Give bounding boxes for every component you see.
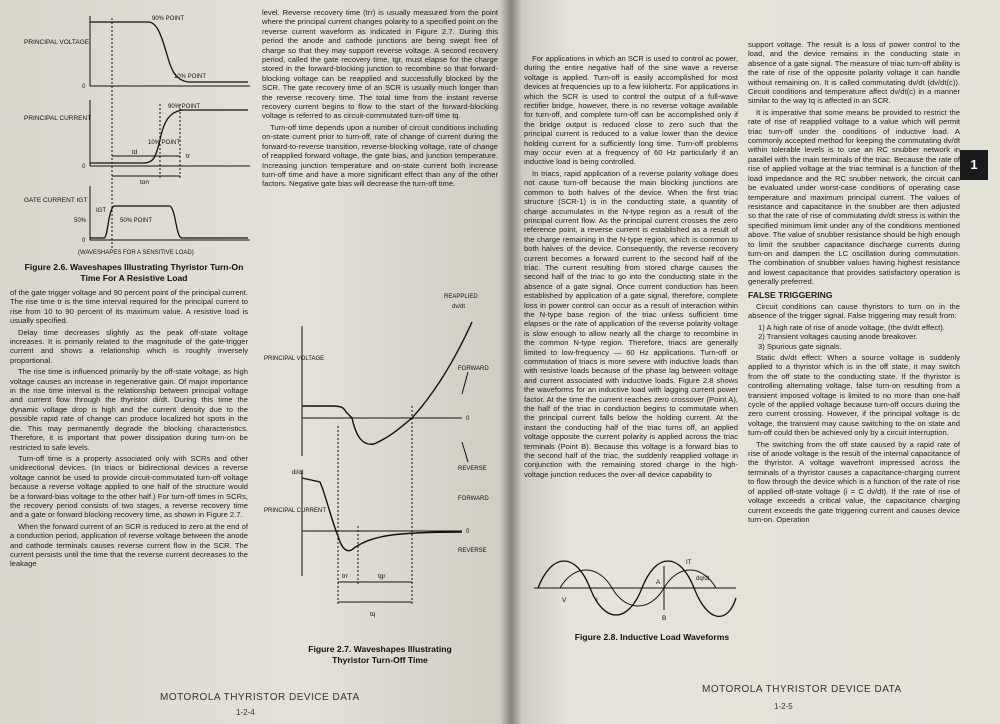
- right-page-number: 1-2-5: [774, 702, 793, 711]
- fig28-dqdt: dq/dt: [696, 576, 710, 582]
- fig26-10pt-current: 10% POINT: [148, 140, 181, 146]
- left-column-2: [262, 8, 498, 280]
- right-c1-p2: In triacs, rapid application of a reverse polarity voltage does not cause turn-off because the main blocking junctions are common to both halves of the device. When the first triac structure (SCR-1) is in the conducting state, a quantity of charge accumulates in the N-type region as a result of the principal current flow. As the principal current crosses the zero reference point, a reverse current is established as a result of the charge remaining in the N-type region, which is common to both halves of the device. Consequently, the reverse recovery current becomes a forward current to the second half of the triac. The current resulting from stored charge causes the second half of the triac to go into the conducting state in the absence of a gate signal. Once current conduction has been established by application of a gate signal, therefore, complete loss in power control can occur as a result of interaction within the N-type base region of the triac unless sufficient time elapses or the rate of application of the reverse polarity voltage is slow enough to allow nearly all the charge to recombine in the common N-type region. Therefore, triacs are generally limited to low-frequency — 60 Hz applications. Turn-off or commutation of triacs is more severe with inductive loads than with resistive loads because of the phase lag between voltage and current associated with inductive loads. Figure 2.8 shows the waveforms for an inductive load with lagging current power factor. At the time the current reaches zero crossover (Point A), the half of the triac in conduction begins to commutate when the principal current falls below the holding current. At the instant the conducting half of the triac turns off, an applied voltage opposite the current polarity is applied across the triac terminals (Point B). Because this voltage is a forward bias to the second half of the triac, the suddenly reapplied voltage in conjunction with the remaining stored charge in the high-voltage junction reduces the over-all device capability to: [524, 168, 738, 479]
- false-triggering-item-3: 3) Spurious gate signals.: [758, 341, 842, 351]
- fig26-50pct: 50%: [74, 218, 87, 224]
- false-triggering-intro: Circuit conditions can cause thyristors to turn on in the absence of the trigger signal. False triggering may result from:: [748, 301, 960, 321]
- book-gutter: [500, 0, 522, 724]
- figure-2-6: [20, 8, 260, 258]
- left-footer: MOTOROLA THYRISTOR DEVICE DATA: [160, 692, 360, 703]
- fig26-zero-g: 0: [82, 238, 86, 244]
- fig26-label-principal-current: PRINCIPAL CURRENT: [24, 115, 92, 122]
- figure-2-8-caption: Figure 2.8. Inductive Load Waveforms: [574, 632, 730, 642]
- right-c2-p1: support voltage. The result is a loss of power control to the load, and the device remains in the conducting state in absence of a gate signal. The measure of triac turn-off ability is the rate of rise of the opposite polarity voltage it can handle without remaining on. It is called commutating dv/dt (dv/dt(c)). Circuit conditions and temperature affect dv/dt(c) in a manner similar to the way tq is affected in an SCR.: [748, 40, 960, 106]
- fig28-i: I: [596, 597, 598, 604]
- fig27-didt: di/dt: [292, 470, 304, 476]
- fig27-zero-v: 0: [466, 416, 470, 422]
- left-c1-p2: Delay time decreases slightly as the peak off-state voltage increases. It is primarily related to the magnitude of the gate-trigger current and shows a relationship which is roughly inversely proportional.: [10, 327, 248, 365]
- right-footer: MOTOROLA THYRISTOR DEVICE DATA: [702, 684, 902, 695]
- fig27-reverse-v: REVERSE: [458, 466, 487, 472]
- right-column-2: [748, 40, 960, 660]
- fig26-label-gate-current: GATE CURRENT IGT: [24, 197, 88, 204]
- left-c1-p1: of the gate trigger voltage and 90 percent point of the principal current. The rise time tr is the time interval required for the principal current to rise from 10 to 90 percent of its maximum value. A resistive load is usually specified.: [10, 288, 248, 326]
- fig27-trr: trr: [342, 573, 349, 580]
- fig26-50pt: 50% POINT: [120, 218, 153, 224]
- false-triggering-p1: Static dv/dt effect: When a source voltage is suddenly applied to a thyristor which is in the off state, it may switch from the off state to the conducting state. If the thyristor is controlling alternating voltage, false turn-on resulting from a transient imposed voltage is limited to no more than one-half cycle of the applied voltage because turn-off occurs during the zero current crossing. However, if the principal voltage is dc voltage, the transient may cause switching to the on state and turn-off could then be achieved only by a circuit interruption.: [748, 353, 960, 438]
- fig28-it: IT: [686, 560, 692, 566]
- fig26-zero-i: 0: [82, 164, 86, 170]
- right-c2-p2: It is imperative that some means be provided to restrict the rate of rise of reapplied voltage to a value which will permit triac turn-off under the conditions of inductive load. A commonly accepted method for keeping the commutating dv/dt within tolerable levels is to use an RC snubber network in parallel with the main terminals of the triac. Because the rate of rise of applied voltage at the triac terminal is a function of the load impedance and the RC snubber network, the circuit can be evaluated under worst-case conditions of operating case temperature and maximum principal current. The values of resistance and capacitance in the snubber are then adjusted so that the rate of rise of commutating dv/dt stress is within the specified minimum limit under any of the conditions mentioned above. The value of snubber resistance should be high enough to limit the snubber capacitance discharge currents during turn-on and dampen the LC oscillation during commutation. The combination of snubber values having highest resistance and lowest capacitance that provides satisfactory operation is generally preferred.: [748, 107, 960, 287]
- left-c2-p2: Turn-off time depends upon a number of circuit conditions including on-state current prior to turn-off, rate of change of current during the forward-to-reverse transition, reverse-blocking voltage, rate of change of reapplied forward voltage, the gate bias, and junction temperature. Increasing junction temperature and on-state current both increase turn-off time and have a more significant effect than any of the other factors. Negative gate bias will decrease the turn-off time.: [262, 122, 498, 189]
- left-c1-p5: When the forward current of an SCR is reduced to zero at the end of a conduction period, application of reverse voltage between the anode and cathode terminals causes reverse current flow in the SCR. The current persists until the time that the reverse current decreases to the leakage: [10, 521, 248, 569]
- fig27-reverse-i: REVERSE: [458, 548, 487, 554]
- fig27-zero-i: 0: [466, 529, 470, 535]
- right-page: [512, 0, 1000, 724]
- left-page-number: 1-2-4: [236, 708, 255, 717]
- figure-2-7-caption: Figure 2.7. Waveshapes Illustrating Thyristor Turn-Off Time: [308, 644, 452, 665]
- fig27-tgr: tgr: [378, 573, 386, 580]
- fig26-zero-v: 0: [82, 84, 86, 90]
- false-triggering-item-2: 2) Transient voltages causing anode breakover.: [758, 332, 918, 342]
- fig26-90pt-current: 90% POINT: [168, 104, 201, 110]
- fig26-tr: tr: [186, 153, 190, 160]
- right-column-1: [524, 54, 738, 540]
- fig26-10pt-voltage: 10% POINT: [174, 74, 207, 80]
- right-c1-p1: For applications in which an SCR is used to control ac power, during the entire negative half of the sine wave a reverse voltage is applied. Turn-off is easily accomplished for most devices at frequencies up to a few kilohertz. For applications in which the SCR is used to control the output of a full-wave rectifier bridge, however, there is no reverse voltage available for turn-off, and complete turn-off can be accomplished only if the bridge output is reduced close to zero such that the principal current is reduced to a value lower than the device holding current for a sufficiently long time. Turn-off problems may occur even at a frequency of 60 Hz particularly if an inductive load is being controlled.: [524, 54, 738, 167]
- fig28-b: B: [662, 615, 667, 622]
- fig27-tq: tq: [370, 611, 376, 618]
- fig26-label-principal-voltage: PRINCIPAL VOLTAGE: [24, 39, 90, 46]
- figure-2-8: [532, 548, 738, 628]
- fig26-td: td: [132, 149, 138, 156]
- fig28-a: A: [656, 579, 661, 586]
- fig26-90pt-voltage: 90% POINT: [152, 16, 185, 22]
- fig27-forward-v: FORWARD: [458, 366, 489, 372]
- fig27-principal-current: PRINCIPAL CURRENT: [264, 508, 327, 514]
- fig26-igt: IGT: [96, 208, 106, 214]
- fig27-principal-voltage: PRINCIPAL VOLTAGE: [264, 356, 325, 362]
- left-c1-p4: Turn-off time is a property associated only with SCRs and other unidirectional devices. (In triacs or bidirectional devices a reverse voltage cannot be used to provide circuit-commutated turn-off voltage because a reverse voltage applied to one half of the structure would be a forward-bias voltage to the other half.) For turn-off times in SCRs, the recovery period consists of two stages, a reverse recovery time and a gate or forward blocking recovery time, as shown in Figure 2.7.: [10, 453, 248, 520]
- section-tab: 1: [960, 150, 988, 180]
- false-triggering-item-1: 1) A high rate of rise of anode voltage, (the dv/dt effect).: [758, 322, 945, 332]
- left-c1-p3: The rise time is influenced primarily by the off-state voltage, as high voltage causes an increase in regenerative gain. Of major importance in the rise time interval is the relationship between principal voltage and current flow through the thyristor di/dt. During this time the dynamic voltage drop is high and the current density due to the possible rapid rate of change can produce localized hot spots in the die. This may permanently degrade the blocking characteristics. Therefore, it is important that power dissipation during turn-on be restricted to safe levels.: [10, 367, 248, 452]
- false-triggering-heading: FALSE TRIGGERING: [748, 289, 833, 300]
- left-c2-p1: level. Reverse recovery time (trr) is usually measured from the point where the principal current changes polarity to a specified point on the reverse current waveform as indicated in Figure 2.7. During this period the anode and cathode junctions are being swept free of charge so that they may support reverse voltage. A second recovery period, called the gate recovery time, tgr, must elapse for the charge stored in the forward-blocking junction to recombine so that forward-blocking voltage can be reapplied and successfully blocked by the SCR. The gate recovery time of an SCR is usually much longer than the reverse recovery time. The total time from the instant reverse recovery current begins to flow to the start of the forward-blocking voltage is referred to as circuit-commutated turn-off time tq.: [262, 8, 498, 121]
- fig26-note: (WAVESHAPES FOR A SENSITIVE LOAD): [78, 250, 194, 256]
- fig27-reapplied: REAPPLIED: [444, 294, 478, 300]
- fig28-v: V: [562, 597, 567, 604]
- fig27-forward-i: FORWARD: [458, 496, 489, 502]
- fig26-ton: ton: [140, 179, 150, 186]
- left-column-1: [10, 288, 248, 668]
- figure-2-6-caption: Figure 2.6. Waveshapes Illustrating Thyristor Turn-On Time For A Resistive Load: [24, 262, 244, 283]
- false-triggering-p2: The switching from the off state caused by a rapid rate of rise of anode voltage is the result of the internal capacitance of the thyristor. A voltage wavefront impressed across the terminals of a thyristor causes a capacitance-charging current to flow through the device which is a function of the rate of rise of applied off-state voltage (i = C dv/dt). If the rate of rise of voltage exceeds a critical value, the capacitance charging current exceeds the gate triggering current and causes device turn-on. Operation: [748, 439, 960, 524]
- fig27-dvdt: dv/dt: [452, 304, 466, 310]
- figure-2-7: [262, 286, 498, 626]
